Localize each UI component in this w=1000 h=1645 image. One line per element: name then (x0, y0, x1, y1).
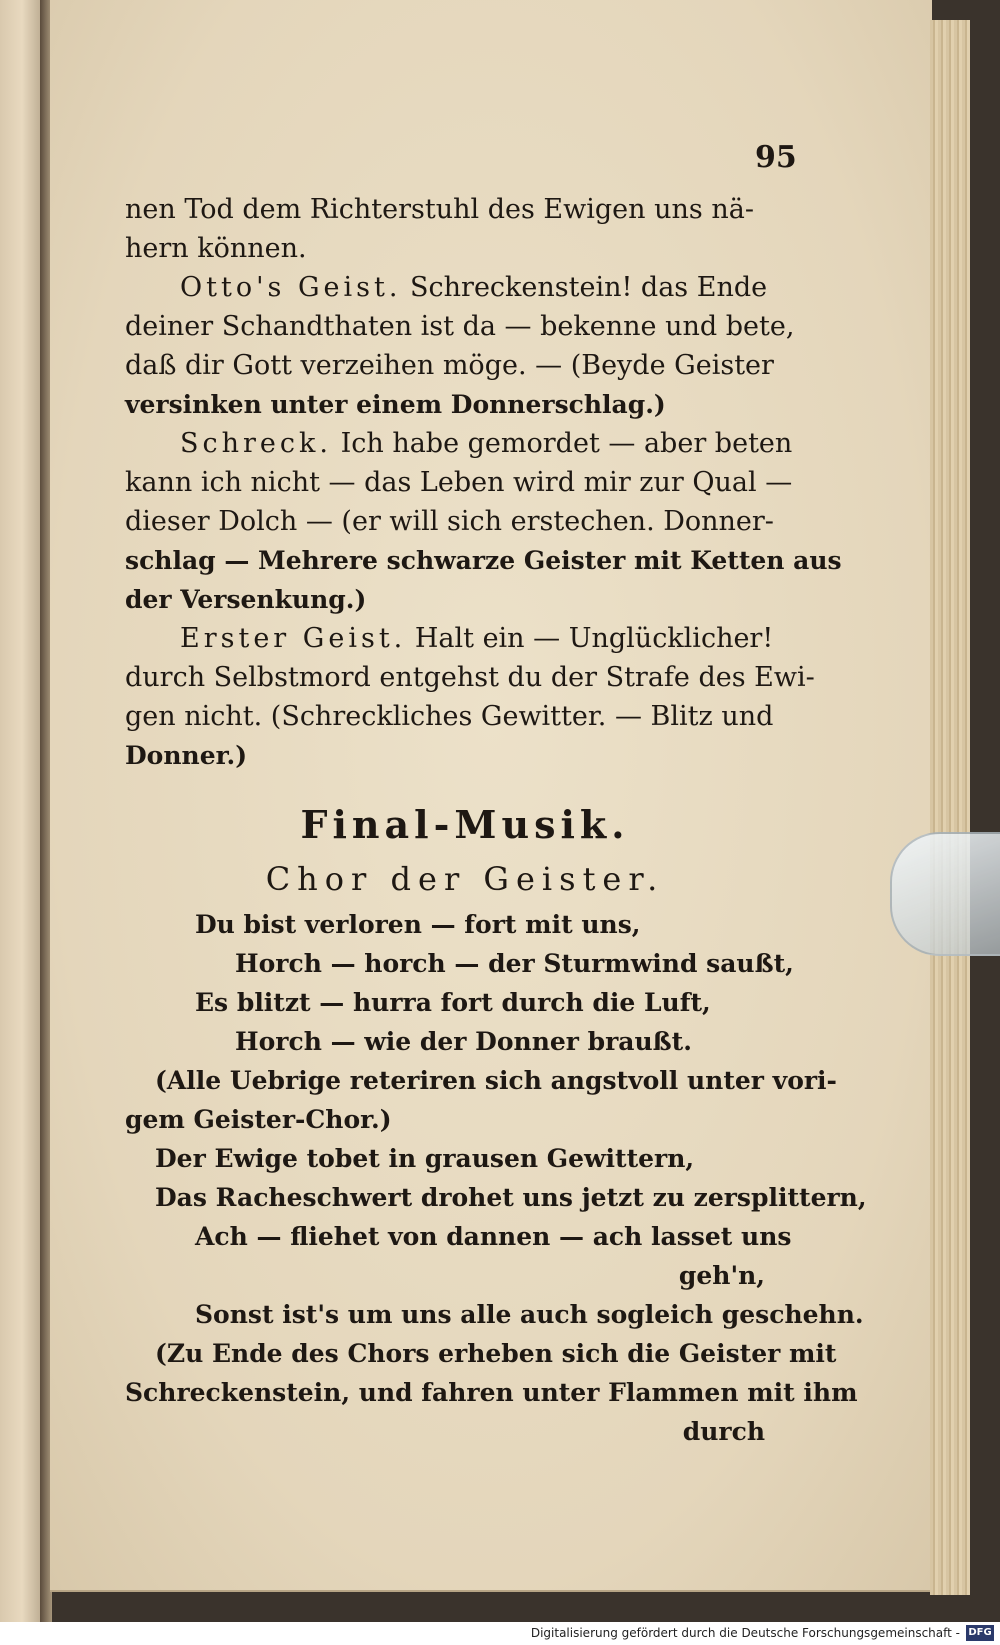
text-line: dieser Dolch — (er will sich erstechen. Donner- (125, 506, 774, 537)
verse-line: Ach — fliehet von dannen — ach lasset uns (195, 1222, 792, 1251)
stage-direction: Schreckenstein, und fahren unter Flammen mit ihm (125, 1378, 858, 1407)
verse-line: Der Ewige tobet in grausen Gewittern, (155, 1144, 695, 1173)
text-line: nen Tod dem Richterstuhl des Ewigen uns nä- (125, 194, 754, 225)
speech-line (125, 268, 805, 307)
footer-bar (0, 1622, 1000, 1645)
speech-line (125, 619, 805, 658)
funding-notice: Digitalisierung gefördert durch die Deutsche Forschungsgemeinschaft - (530, 1626, 960, 1640)
verse-line: Es blitzt — hurra fort durch die Luft, (195, 988, 711, 1017)
page-edges (930, 20, 970, 1595)
text-line: daß dir Gott verzeihen möge. — (Beyde Geister (125, 350, 774, 381)
speech-text: Ich habe gemordet — aber beten (340, 428, 793, 459)
verse-line: Sonst ist's um uns alle auch sogleich geschehn. (195, 1300, 864, 1329)
verse-line: Horch — wie der Donner braußt. (235, 1027, 692, 1056)
dfg-logo: DFG (966, 1625, 994, 1641)
speech-text: Halt ein — Unglücklicher! (414, 623, 774, 654)
verse-line: Du bist verloren — fort mit uns, (195, 910, 641, 939)
verse-line: geh'n, (678, 1261, 765, 1290)
page-number: 95 (755, 140, 797, 175)
stage-direction: der Versenkung.) (125, 585, 367, 614)
stage-direction: (Alle Uebrige reteriren sich angstvoll unter vori- (155, 1066, 837, 1095)
chorus-heading: Chor der Geister. (265, 860, 665, 898)
final-music-heading: Final-Musik. (300, 802, 630, 847)
text-line: hern können. (125, 233, 307, 264)
stage-direction: schlag — Mehrere schwarze Geister mit Ketten aus (125, 546, 842, 575)
stage-direction: (Zu Ende des Chors erheben sich die Geister mit (155, 1339, 837, 1368)
speech-text: Schreckenstein! das Ende (410, 272, 768, 303)
text-line: gen nicht. (Schreckliches Gewitter. — Blitz und (125, 701, 774, 732)
text-line: deiner Schandthaten ist da — bekenne und bete, (125, 311, 795, 342)
stage-direction: Donner.) (125, 741, 248, 770)
text-line: durch Selbstmord entgehst du der Strafe des Ewi- (125, 662, 815, 693)
verse-line: Das Racheschwert drohet uns jetzt zu zersplittern, (155, 1183, 867, 1212)
speaker-name: Schreck. (180, 428, 332, 459)
catchword: durch (682, 1417, 765, 1446)
speaker-name: Erster Geist. (180, 623, 407, 654)
left-page-edge (0, 0, 44, 1622)
page-clip (890, 832, 1000, 956)
stage-direction: versinken unter einem Donnerschlag.) (125, 390, 666, 419)
text-line: kann ich nicht — das Leben wird mir zur Qual — (125, 467, 793, 498)
stage-direction: gem Geister-Chor.) (125, 1105, 392, 1134)
speaker-name: Otto's Geist. (180, 272, 402, 303)
verse-line: Horch — horch — der Sturmwind saußt, (235, 949, 794, 978)
speech-line (125, 424, 805, 463)
page-text (125, 140, 867, 1451)
